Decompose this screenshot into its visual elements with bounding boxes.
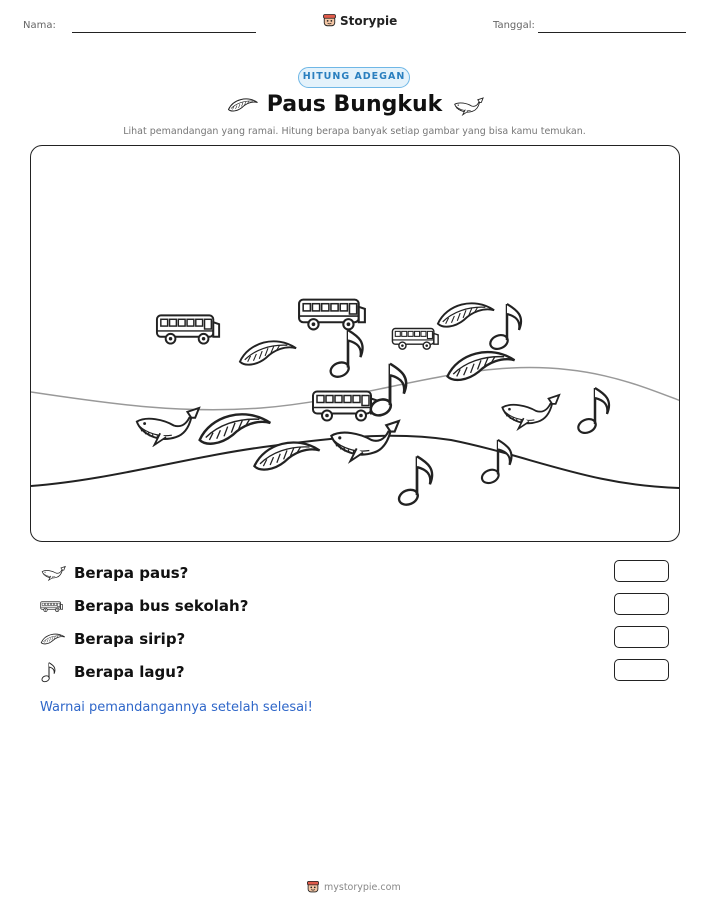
whale-2: [331, 421, 399, 461]
question-whale: [40, 561, 188, 585]
site-url: mystorypie.com: [324, 881, 401, 893]
question-text: Berapa paus?: [74, 564, 189, 582]
coloring-note: Warnai pemandangannya setelah selesai!: [40, 700, 313, 715]
answer-box-bus[interactable]: [614, 593, 669, 615]
fin-icon: [40, 632, 66, 646]
mascot-icon: [306, 880, 320, 894]
brand-name: Storypie: [340, 13, 398, 28]
music-note-6: [397, 456, 432, 507]
question-text: Berapa bus sekolah?: [74, 597, 249, 615]
answer-box-note[interactable]: [614, 659, 669, 681]
date-line[interactable]: [538, 32, 686, 33]
question-text: Berapa lagu?: [74, 663, 185, 681]
fin-1: [240, 341, 296, 364]
music-note-icon: [40, 661, 58, 683]
whale-1: [137, 408, 199, 445]
activity-badge: HITUNG ADEGAN: [298, 67, 410, 88]
name-line[interactable]: [72, 32, 256, 33]
question-text: Berapa sirip?: [74, 630, 186, 648]
page-title: Paus Bungkuk: [266, 92, 443, 117]
scene-panel: [30, 145, 680, 542]
mascot-icon: [322, 13, 337, 28]
school-bus-icon: [40, 600, 64, 613]
answer-box-fin[interactable]: [614, 626, 669, 648]
question-note: [40, 660, 185, 684]
fin-3: [447, 352, 514, 380]
site-footer: [306, 880, 401, 894]
music-note-1: [328, 330, 362, 379]
music-note-5: [480, 440, 512, 486]
whale-icon: [452, 96, 484, 116]
scene-canvas: [31, 146, 680, 542]
brand-logo: [322, 13, 397, 28]
school-bus-4: [313, 392, 377, 421]
date-label: Tanggal:: [493, 20, 535, 31]
music-note-3: [368, 364, 406, 419]
music-note-4: [576, 388, 609, 435]
instructions: Lihat pemandangan yang ramai. Hitung berapa banyak setiap gambar yang bisa kamu temukan.: [123, 126, 586, 137]
fin-2: [438, 303, 494, 326]
fin-4: [200, 414, 271, 443]
answer-box-whale[interactable]: [614, 560, 669, 582]
whale-icon: [40, 565, 66, 581]
school-bus-3: [392, 329, 438, 350]
school-bus-2: [299, 300, 365, 330]
question-fin: [40, 627, 185, 651]
question-bus: [40, 594, 248, 618]
whale-3: [502, 395, 559, 429]
school-bus-1: [157, 315, 219, 343]
music-note-2: [488, 304, 521, 351]
name-label: Nama:: [23, 20, 56, 31]
